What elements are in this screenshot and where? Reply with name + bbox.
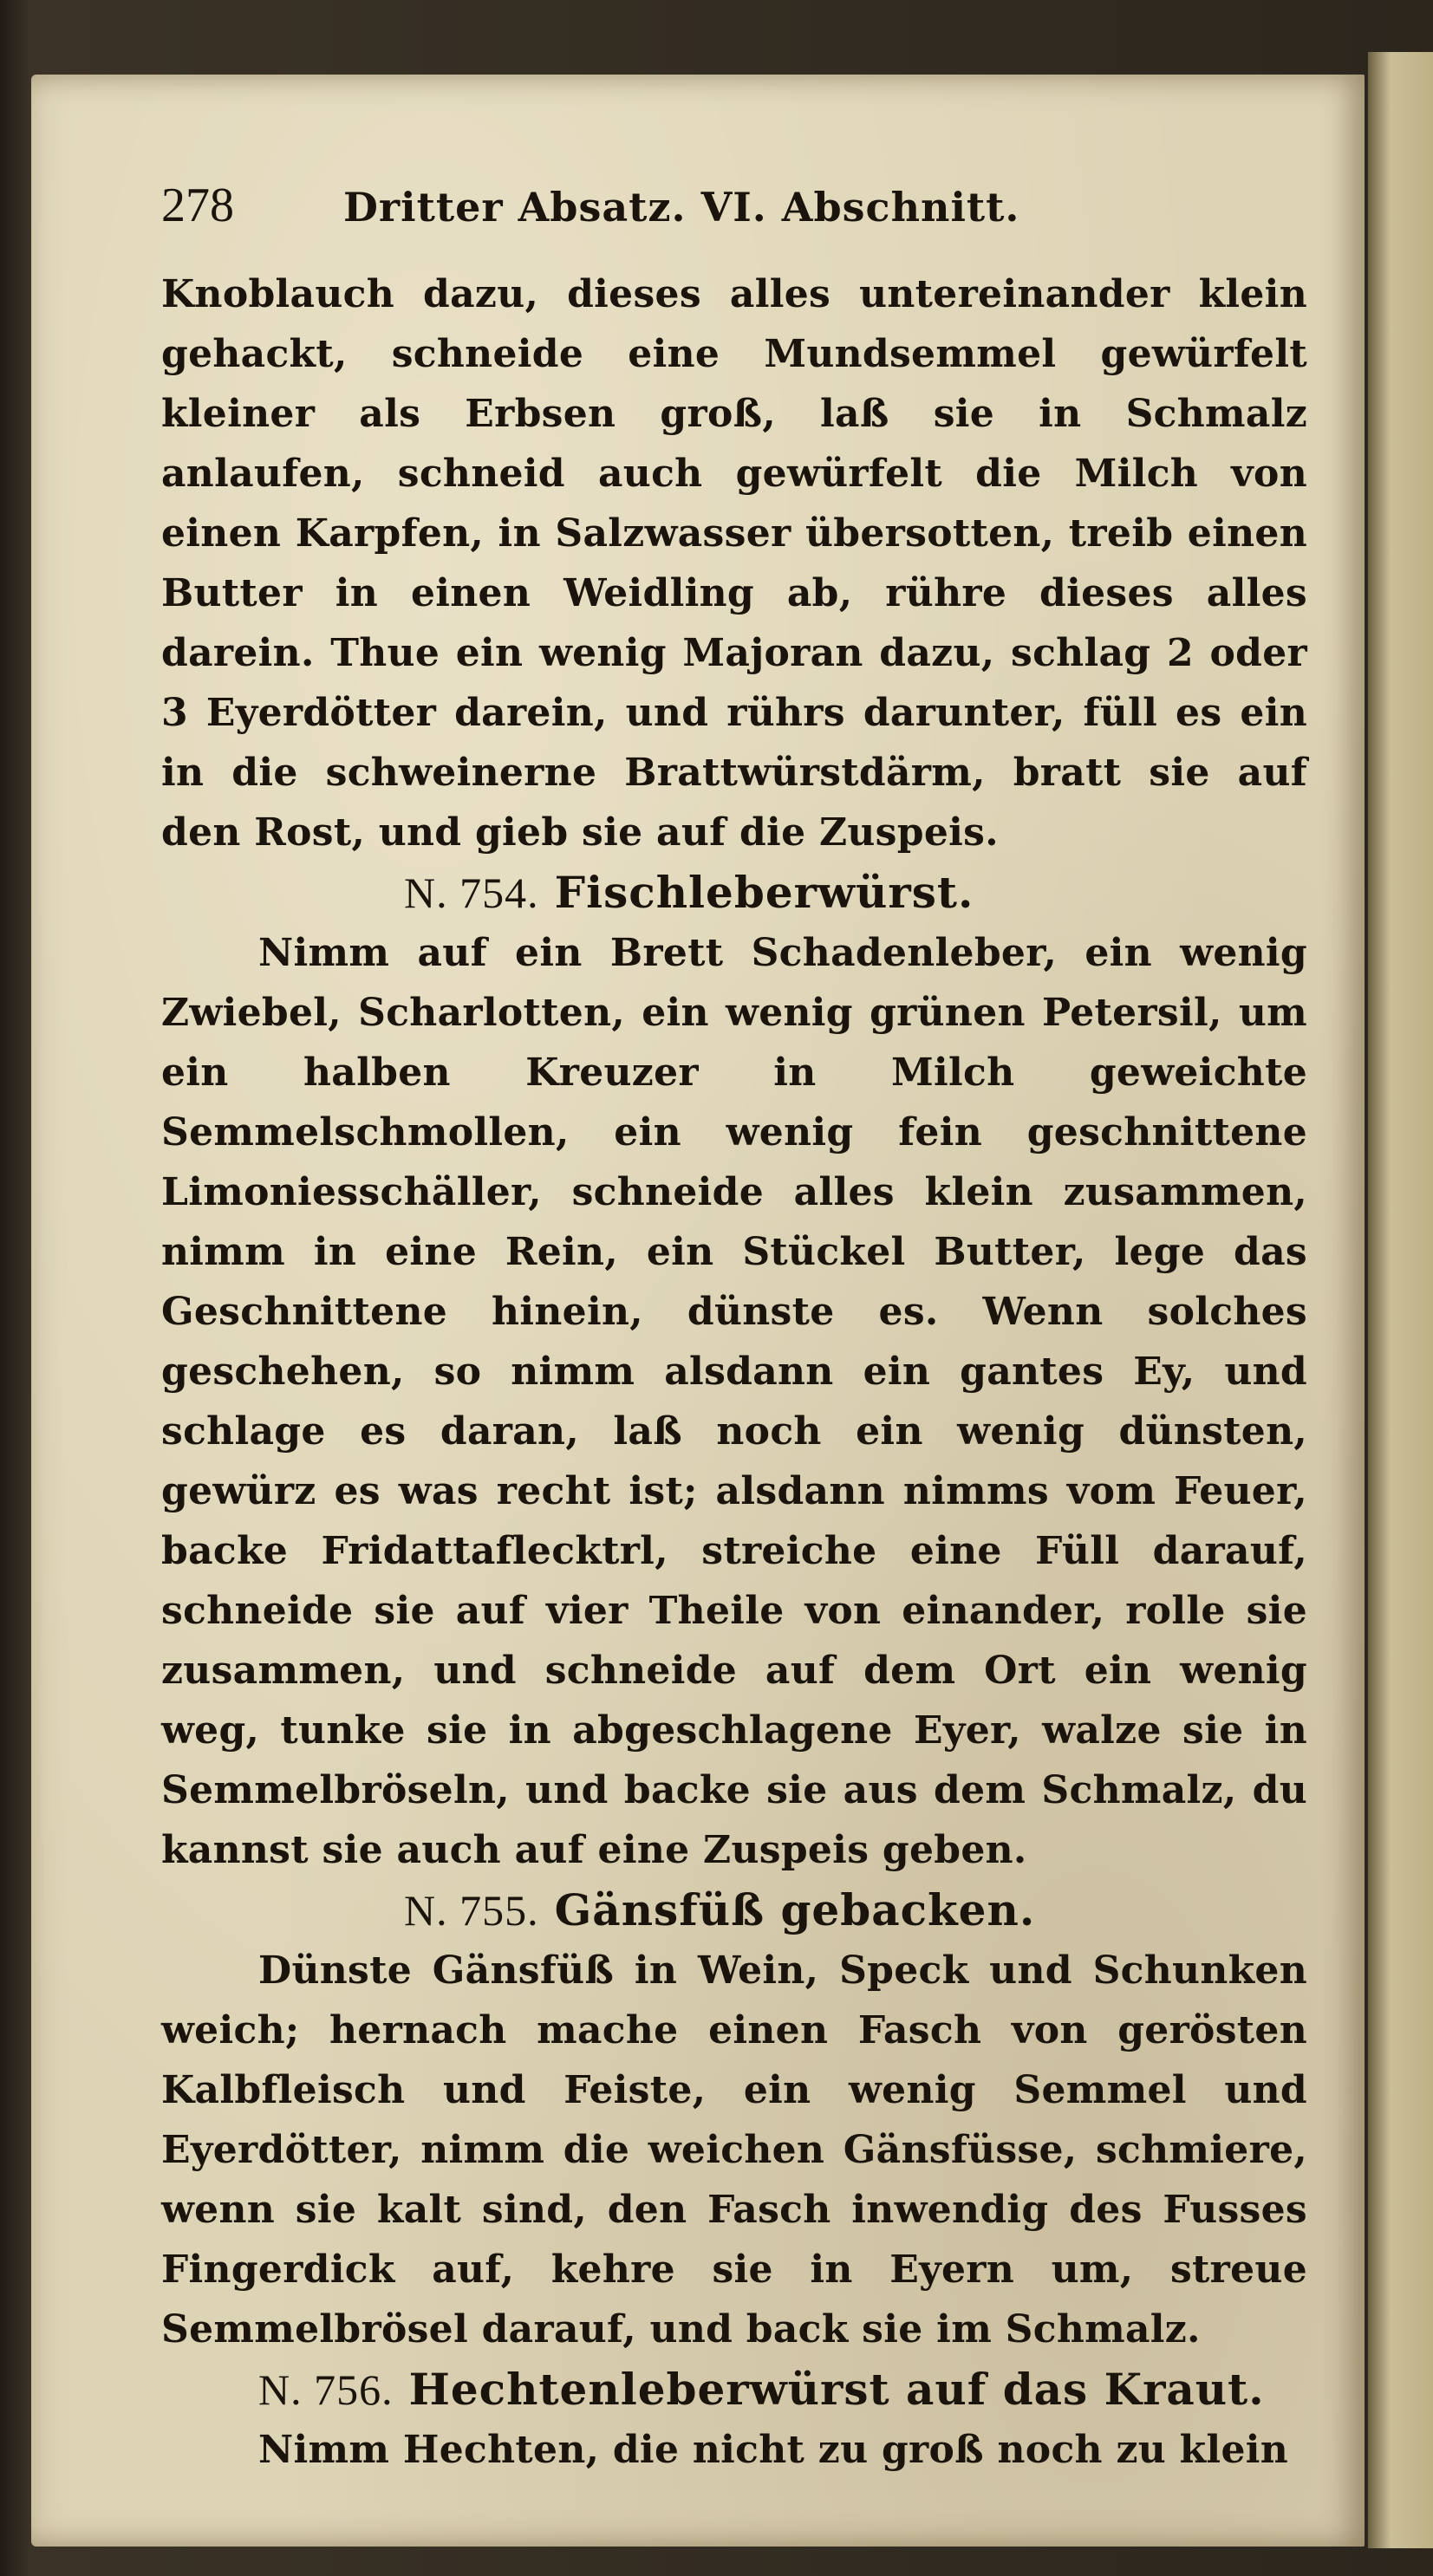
- recipe-title-756: [161, 2359, 1307, 2420]
- recipe-name: Fischleberwürst.: [554, 867, 974, 918]
- recipe-name: Hechtenleberwürst auf das Kraut.: [408, 2364, 1265, 2415]
- recipe-number: N. 756.: [258, 2365, 394, 2414]
- recipe-body-756: Nimm Hechten, die nicht zu groß noch zu klein: [258, 2428, 1289, 2472]
- adjacent-page-edge: [1368, 52, 1433, 2548]
- recipe-title-755: [161, 1880, 1307, 1941]
- recipe-body-755: Dünste Gänsfüß in Wein, Speck und Schunken weich; hernach mache einen Fasch von gerösten Kalbfleisch und Feiste, ein wenig Semmel und Eyerdötter, nimm die weichen Gänsfüsse, schmiere, wenn sie kalt sind, den Fasch inwendig des Fusses Fingerdick auf, kehre sie in Eyern um, streue Semmelbrösel darauf, und back sie im Schmalz.: [161, 1948, 1307, 2352]
- recipe-name: Gänsfüß gebacken.: [554, 1884, 1036, 1935]
- paragraph-continuation: Knoblauch dazu, dieses alles untereinander klein gehackt, schneide eine Mundsemmel gewürfelt kleiner als Erbsen groß, laß sie in Schmalz anlaufen, schneid auch gewürfelt die Milch von einen Karpfen, in Salzwasser übersotten, treib einen Butter in einen Weidling ab, rühre dieses alles darein. Thue ein wenig Majoran dazu, schlag 2 oder 3 Eyerdötter darein, und rührs darunter, füll es ein in die schweinerne Brattwürstdärm, bratt sie auf den Rost, und gieb sie auf die Zuspeis.: [161, 272, 1307, 855]
- page-header: [161, 178, 1307, 238]
- recipe-body-754: Nimm auf ein Brett Schadenleber, ein wenig Zwiebel, Scharlotten, ein wenig grünen Petersil, um ein halben Kreuzer in Milch geweichte Semmelschmollen, ein wenig fein geschnittene Limoniesschäller, schneide alles klein zusammen, nimm in eine Rein, ein Stückel Butter, lege das Geschnittene hinein, dünste es. Wenn solches geschehen, so nimm alsdann ein gantes Ey, und schlage es daran, laß noch ein wenig dünsten, gewürz es was recht ist; alsdann nimms vom Feuer, backe Fridattaflecktrl, streiche eine Füll darauf, schneide sie auf vier Theile von einander, rolle sie zusammen, und schneide auf dem Ort ein wenig weg, tunke sie in abgeschlagene Eyer, walze sie in Semmelbröseln, und backe sie aus dem Schmalz, du kannst sie auch auf eine Zuspeis geben.: [161, 931, 1307, 1872]
- recipe-title-754: [161, 862, 1307, 923]
- recipe-number: N. 755.: [404, 1886, 539, 1935]
- page-number: 278: [161, 179, 234, 232]
- recipe-number: N. 754.: [404, 868, 539, 917]
- running-head: Dritter Absatz. VI. Abschnitt.: [343, 184, 1020, 231]
- page-content: [161, 178, 1307, 2480]
